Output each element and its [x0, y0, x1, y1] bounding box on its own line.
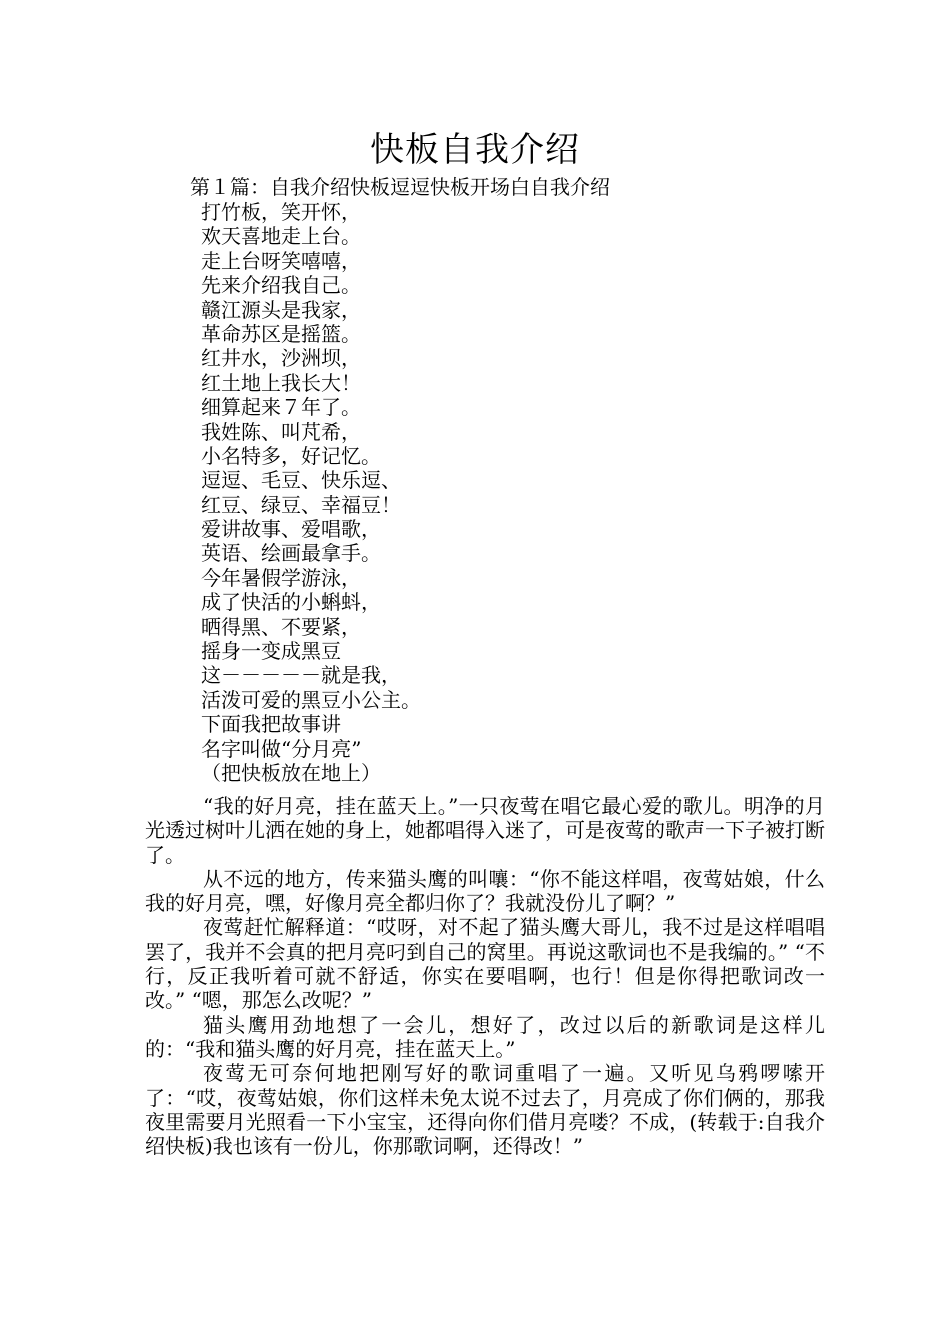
poem-lines — [201, 200, 421, 785]
poem-line: 摇身一变成黑豆 — [201, 639, 341, 664]
poem-line: 活泼可爱的黑豆小公主。 — [201, 687, 421, 712]
story-paragraph: 夜莺赶忙解释道：“哎呀，对不起了猫头鹰大哥儿，我不过是这样唱唱罢了，我并不会真的把月亮叼到自己的窝里。再说这歌词也不是我编的。” “不行，反正我听着可就不舒适，你实在要唱啊，也行！但是你得把歌词改一改。” “嗯，那怎么改呢？” — [145, 915, 825, 1013]
document-title: 快板自我介绍 — [370, 130, 580, 170]
poem-line: （把快板放在地上） — [201, 760, 381, 785]
poem-line: 小名特多，好记忆。 — [201, 443, 381, 468]
poem-line: 先来介绍我自己。 — [201, 273, 361, 298]
poem-line: 成了快活的小蝌蚪， — [201, 590, 381, 615]
poem-line: 红土地上我长大！ — [201, 370, 361, 395]
story-paragraph: 夜莺无可奈何地把刚写好的歌词重唱了一遍。又听见乌鸦啰嗦开了：“哎，夜莺姑娘，你们这样未免太说不过去了，月亮成了你们俩的，那我夜里需要月光照看一下小宝宝，还得向你们借月亮喽？不成，(转载于:自我介绍快板)我也该有一份儿，你那歌词啊，还得改！” — [145, 1061, 825, 1159]
section-heading: 第１篇：自我介绍快板逗逗快板开场白自我介绍 — [190, 175, 610, 199]
story-paragraph: 从不远的地方，传来猫头鹰的叫嚷：“你不能这样唱，夜莺姑娘，什么我的好月亮，嘿，好像月亮全都归你了？我就没份儿了啊？” — [145, 866, 825, 916]
poem-line: 下面我把故事讲 — [201, 712, 341, 737]
poem-line: 打竹板，笑开怀， — [201, 200, 361, 224]
poem-line: 赣江源头是我家， — [201, 297, 361, 322]
poem-line: 红井水，沙洲坝， — [201, 346, 361, 371]
poem-line: 欢天喜地走上台。 — [201, 224, 361, 249]
story-paragraph: 猫头鹰用劲地想了一会儿，想好了，改过以后的新歌词是这样儿的：“我和猫头鹰的好月亮，挂在蓝天上。” — [145, 1012, 825, 1061]
poem-line: 这－－－－－就是我， — [201, 663, 401, 688]
poem-line: 我姓陈、叫芃希， — [201, 419, 361, 444]
poem-line: 细算起来７年了。 — [201, 395, 361, 420]
story-paragraph: “我的好月亮，挂在蓝天上。”一只夜莺在唱它最心爱的歌儿。明净的月光透过树叶儿洒在她的身上，她都唱得入迷了，可是夜莺的歌声一下子被打断了。 — [145, 794, 825, 867]
poem-line: 爱讲故事、爱唱歌， — [201, 517, 381, 542]
poem-line: 逗逗、毛豆、快乐逗、 — [201, 468, 401, 493]
poem-line: 走上台呀笑嘻嘻， — [201, 248, 361, 273]
poem-line: 晒得黑、不要紧， — [201, 614, 361, 639]
story-body — [145, 794, 825, 1158]
poem-line: 革命苏区是摇篮。 — [201, 321, 361, 346]
poem-line: 名字叫做“分月亮” — [201, 736, 362, 761]
poem-line: 英语、绘画最拿手。 — [201, 541, 381, 566]
poem-line: 今年暑假学游泳， — [201, 565, 361, 590]
poem-line: 红豆、绿豆、幸福豆！ — [201, 492, 401, 517]
